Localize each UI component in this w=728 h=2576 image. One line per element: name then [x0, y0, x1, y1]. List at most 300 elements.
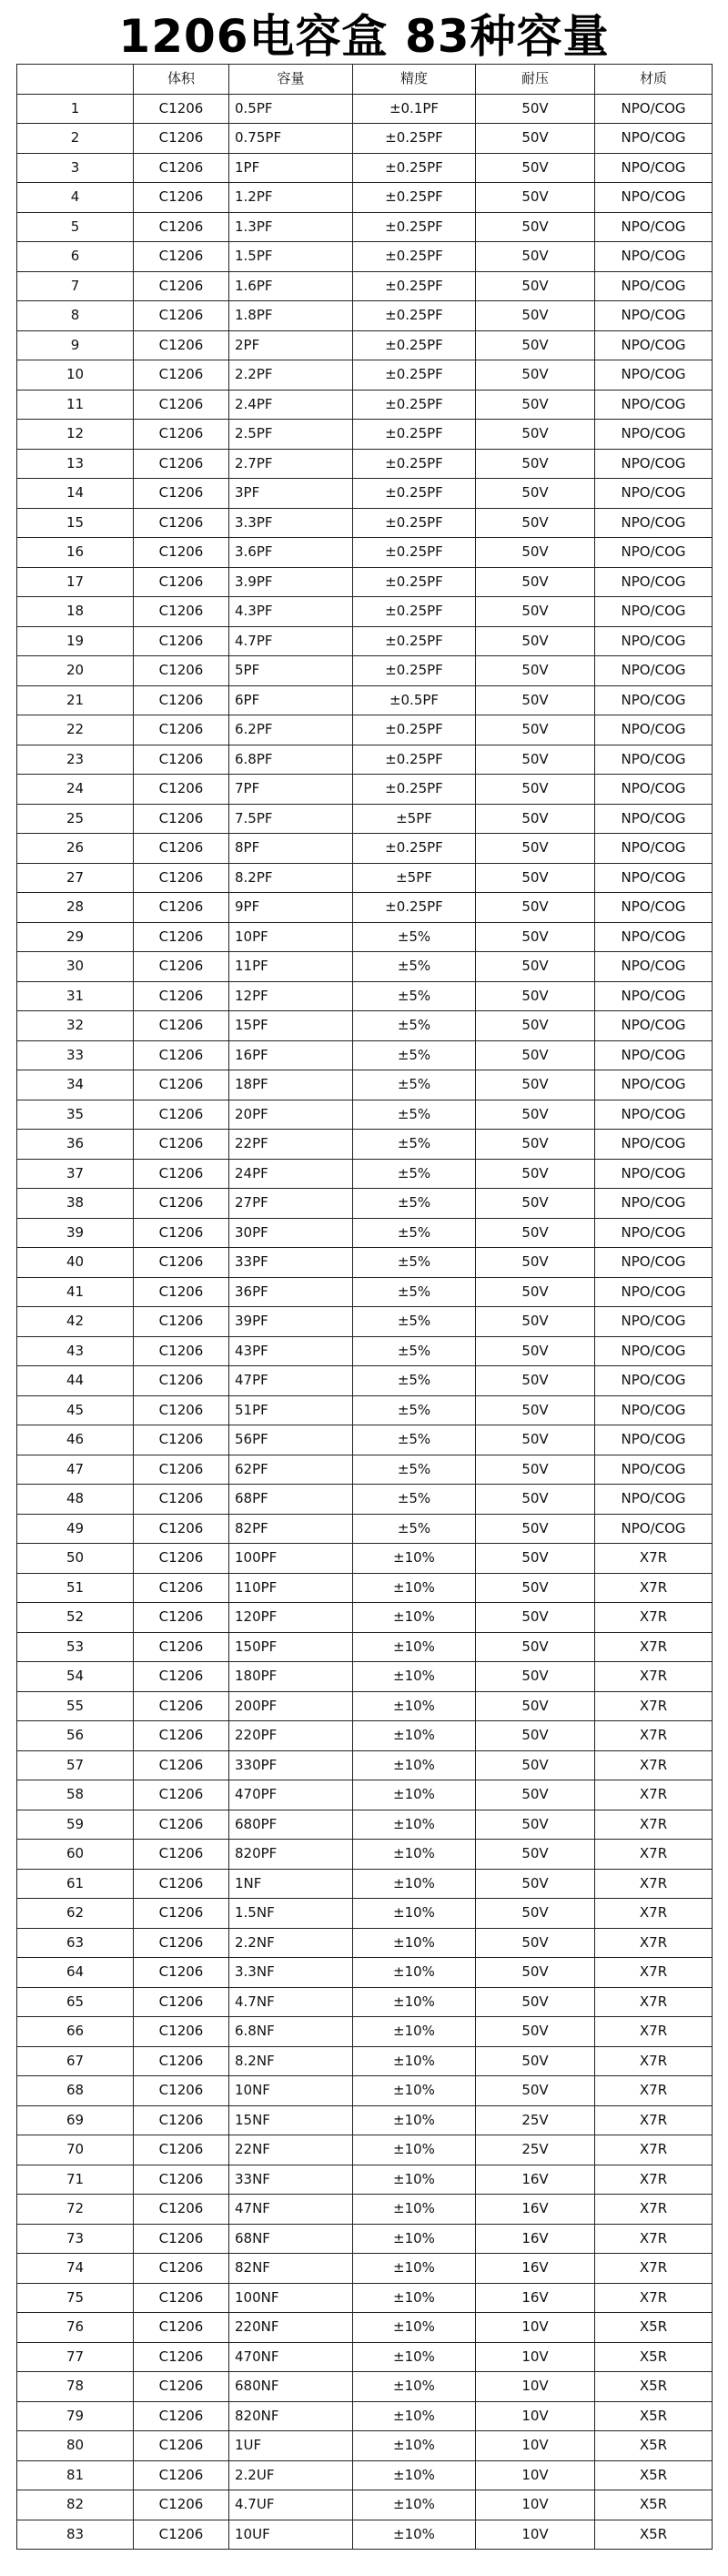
voltage-cell: 50V — [476, 1810, 595, 1840]
material-cell: X7R — [595, 1928, 713, 1958]
row-index: 42 — [17, 1307, 134, 1337]
voltage-cell: 50V — [476, 1514, 595, 1544]
capacitance-cell: 180PF — [229, 1662, 353, 1692]
capacitance-cell: 330PF — [229, 1750, 353, 1780]
capacitance-cell: 1.6PF — [229, 271, 353, 301]
row-index: 76 — [17, 2313, 134, 2343]
row-index: 60 — [17, 1840, 134, 1870]
voltage-cell: 50V — [476, 715, 595, 745]
package-cell: C1206 — [134, 183, 229, 213]
capacitance-cell: 33PF — [229, 1248, 353, 1278]
row-index: 78 — [17, 2372, 134, 2402]
capacitance-cell: 100PF — [229, 1544, 353, 1574]
row-index: 49 — [17, 1514, 134, 1544]
tolerance-cell: ±0.25PF — [353, 538, 476, 568]
tolerance-cell: ±5% — [353, 1336, 476, 1366]
voltage-cell: 50V — [476, 1780, 595, 1810]
row-index: 77 — [17, 2342, 134, 2372]
material-cell: NPO/COG — [595, 1425, 713, 1455]
tolerance-cell: ±10% — [353, 1987, 476, 2017]
voltage-cell: 50V — [476, 1987, 595, 2017]
table-row — [17, 922, 713, 952]
capacitance-cell: 200PF — [229, 1691, 353, 1721]
capacitance-cell: 24PF — [229, 1159, 353, 1189]
voltage-cell: 50V — [476, 301, 595, 331]
voltage-cell: 50V — [476, 1100, 595, 1130]
voltage-cell: 50V — [476, 981, 595, 1011]
table-row — [17, 2254, 713, 2284]
package-cell: C1206 — [134, 1544, 229, 1574]
table-row — [17, 94, 713, 124]
tolerance-cell: ±0.25PF — [353, 567, 476, 597]
voltage-cell: 50V — [476, 1485, 595, 1515]
tolerance-cell: ±0.25PF — [353, 834, 476, 864]
material-cell: X5R — [595, 2490, 713, 2520]
tolerance-cell: ±5% — [353, 981, 476, 1011]
voltage-cell: 50V — [476, 775, 595, 805]
row-index: 8 — [17, 301, 134, 331]
row-index: 10 — [17, 360, 134, 390]
tolerance-cell: ±10% — [353, 2342, 476, 2372]
tolerance-cell: ±10% — [353, 1869, 476, 1899]
voltage-cell: 50V — [476, 420, 595, 450]
tolerance-cell: ±10% — [353, 2490, 476, 2520]
material-cell: NPO/COG — [595, 360, 713, 390]
tolerance-cell: ±5PF — [353, 863, 476, 893]
tolerance-cell: ±10% — [353, 1662, 476, 1692]
material-cell: X7R — [595, 2224, 713, 2254]
voltage-cell: 50V — [476, 271, 595, 301]
capacitance-cell: 15PF — [229, 1011, 353, 1041]
material-cell: NPO/COG — [595, 834, 713, 864]
material-cell: NPO/COG — [595, 981, 713, 1011]
tolerance-cell: ±10% — [353, 2283, 476, 2313]
row-index: 51 — [17, 1573, 134, 1603]
voltage-cell: 10V — [476, 2460, 595, 2490]
material-cell: NPO/COG — [595, 567, 713, 597]
voltage-cell: 50V — [476, 656, 595, 686]
voltage-cell: 10V — [476, 2342, 595, 2372]
table-row — [17, 2165, 713, 2195]
row-index: 27 — [17, 863, 134, 893]
row-index: 58 — [17, 1780, 134, 1810]
tolerance-cell: ±10% — [353, 1691, 476, 1721]
table-row — [17, 2372, 713, 2402]
package-cell: C1206 — [134, 2195, 229, 2225]
row-index: 64 — [17, 1958, 134, 1988]
row-index: 80 — [17, 2431, 134, 2461]
tolerance-cell: ±10% — [353, 2520, 476, 2550]
capacitance-cell: 10NF — [229, 2076, 353, 2106]
tolerance-cell: ±10% — [353, 1573, 476, 1603]
package-cell: C1206 — [134, 390, 229, 420]
material-cell: X7R — [595, 2135, 713, 2165]
tolerance-cell: ±0.25PF — [353, 124, 476, 154]
material-cell: X7R — [595, 1603, 713, 1633]
capacitance-cell: 47PF — [229, 1366, 353, 1396]
material-cell: X7R — [595, 1987, 713, 2017]
capacitance-cell: 1UF — [229, 2431, 353, 2461]
table-row — [17, 1189, 713, 1219]
package-cell: C1206 — [134, 1130, 229, 1160]
package-cell: C1206 — [134, 1425, 229, 1455]
package-cell: C1206 — [134, 922, 229, 952]
voltage-cell: 10V — [476, 2401, 595, 2431]
capacitance-cell: 43PF — [229, 1336, 353, 1366]
voltage-cell: 50V — [476, 360, 595, 390]
table-row — [17, 834, 713, 864]
table-row — [17, 745, 713, 775]
capacitance-cell: 4.7UF — [229, 2490, 353, 2520]
package-cell: C1206 — [134, 2283, 229, 2313]
capacitance-cell: 1.8PF — [229, 301, 353, 331]
table-row — [17, 2313, 713, 2343]
capacitance-cell: 12PF — [229, 981, 353, 1011]
capacitance-cell: 220PF — [229, 1721, 353, 1751]
row-index: 2 — [17, 124, 134, 154]
tolerance-cell: ±0.25PF — [353, 775, 476, 805]
package-cell: C1206 — [134, 2165, 229, 2195]
table-row — [17, 1691, 713, 1721]
table-row — [17, 508, 713, 538]
table-row — [17, 242, 713, 272]
voltage-cell: 16V — [476, 2283, 595, 2313]
capacitance-cell: 11PF — [229, 952, 353, 982]
table-row — [17, 1810, 713, 1840]
capacitance-cell: 2.2NF — [229, 1928, 353, 1958]
package-cell: C1206 — [134, 2372, 229, 2402]
package-cell: C1206 — [134, 1307, 229, 1337]
column-header-package: 体积 — [134, 65, 229, 95]
row-index: 53 — [17, 1632, 134, 1662]
material-cell: NPO/COG — [595, 1307, 713, 1337]
voltage-cell: 50V — [476, 1277, 595, 1307]
voltage-cell: 50V — [476, 1544, 595, 1574]
row-index: 36 — [17, 1130, 134, 1160]
capacitance-cell: 6.2PF — [229, 715, 353, 745]
voltage-cell: 50V — [476, 1040, 595, 1070]
column-header-index — [17, 65, 134, 95]
tolerance-cell: ±0.25PF — [353, 212, 476, 242]
table-row — [17, 1721, 713, 1751]
table-row — [17, 1573, 713, 1603]
table-row — [17, 2105, 713, 2135]
table-row — [17, 1869, 713, 1899]
capacitance-cell: 220NF — [229, 2313, 353, 2343]
package-cell: C1206 — [134, 1159, 229, 1189]
tolerance-cell: ±0.25PF — [353, 893, 476, 923]
package-cell: C1206 — [134, 1336, 229, 1366]
voltage-cell: 50V — [476, 242, 595, 272]
package-cell: C1206 — [134, 242, 229, 272]
material-cell: NPO/COG — [595, 479, 713, 509]
package-cell: C1206 — [134, 360, 229, 390]
table-row — [17, 183, 713, 213]
table-row — [17, 449, 713, 479]
material-cell: NPO/COG — [595, 1514, 713, 1544]
voltage-cell: 50V — [476, 1928, 595, 1958]
table-row — [17, 804, 713, 834]
capacitance-cell: 2PF — [229, 330, 353, 360]
package-cell: C1206 — [134, 1958, 229, 1988]
voltage-cell: 50V — [476, 1721, 595, 1751]
capacitance-cell: 47NF — [229, 2195, 353, 2225]
package-cell: C1206 — [134, 1011, 229, 1041]
package-cell: C1206 — [134, 1603, 229, 1633]
capacitance-cell: 2.4PF — [229, 390, 353, 420]
material-cell: X7R — [595, 1840, 713, 1870]
package-cell: C1206 — [134, 1248, 229, 1278]
voltage-cell: 50V — [476, 183, 595, 213]
row-index: 21 — [17, 685, 134, 715]
capacitance-cell: 120PF — [229, 1603, 353, 1633]
capacitance-cell: 2.2UF — [229, 2460, 353, 2490]
capacitance-cell: 0.5PF — [229, 94, 353, 124]
tolerance-cell: ±5% — [353, 1514, 476, 1544]
row-index: 70 — [17, 2135, 134, 2165]
voltage-cell: 50V — [476, 1632, 595, 1662]
material-cell: NPO/COG — [595, 124, 713, 154]
capacitance-cell: 680NF — [229, 2372, 353, 2402]
capacitance-cell: 10UF — [229, 2520, 353, 2550]
tolerance-cell: ±0.25PF — [353, 420, 476, 450]
material-cell: X7R — [595, 1750, 713, 1780]
tolerance-cell: ±10% — [353, 2105, 476, 2135]
row-index: 12 — [17, 420, 134, 450]
row-index: 18 — [17, 597, 134, 627]
capacitance-cell: 22PF — [229, 1130, 353, 1160]
package-cell: C1206 — [134, 2490, 229, 2520]
capacitance-cell: 51PF — [229, 1395, 353, 1425]
voltage-cell: 50V — [476, 1899, 595, 1929]
row-index: 72 — [17, 2195, 134, 2225]
capacitance-cell: 62PF — [229, 1455, 353, 1485]
package-cell: C1206 — [134, 124, 229, 154]
material-cell: NPO/COG — [595, 1070, 713, 1100]
tolerance-cell: ±5% — [353, 1100, 476, 1130]
table-row — [17, 420, 713, 450]
row-index: 83 — [17, 2520, 134, 2550]
table-row — [17, 1662, 713, 1692]
capacitance-cell: 2.5PF — [229, 420, 353, 450]
package-cell: C1206 — [134, 597, 229, 627]
material-cell: X5R — [595, 2313, 713, 2343]
voltage-cell: 50V — [476, 1336, 595, 1366]
row-index: 44 — [17, 1366, 134, 1396]
capacitance-cell: 1.3PF — [229, 212, 353, 242]
package-cell: C1206 — [134, 1040, 229, 1070]
package-cell: C1206 — [134, 2076, 229, 2106]
table-row — [17, 1928, 713, 1958]
material-cell: X7R — [595, 2076, 713, 2106]
voltage-cell: 50V — [476, 1189, 595, 1219]
row-index: 32 — [17, 1011, 134, 1041]
tolerance-cell: ±10% — [353, 2076, 476, 2106]
tolerance-cell: ±10% — [353, 2046, 476, 2076]
capacitance-cell: 7.5PF — [229, 804, 353, 834]
capacitance-cell: 39PF — [229, 1307, 353, 1337]
tolerance-cell: ±0.25PF — [353, 479, 476, 509]
table-row — [17, 2520, 713, 2550]
voltage-cell: 10V — [476, 2490, 595, 2520]
capacitance-cell: 1.5PF — [229, 242, 353, 272]
tolerance-cell: ±0.25PF — [353, 745, 476, 775]
tolerance-cell: ±10% — [353, 2431, 476, 2461]
table-row — [17, 1958, 713, 1988]
package-cell: C1206 — [134, 2342, 229, 2372]
package-cell: C1206 — [134, 2135, 229, 2165]
tolerance-cell: ±0.25PF — [353, 153, 476, 183]
tolerance-cell: ±5% — [353, 1040, 476, 1070]
row-index: 3 — [17, 153, 134, 183]
tolerance-cell: ±5% — [353, 952, 476, 982]
material-cell: X7R — [595, 2017, 713, 2047]
voltage-cell: 50V — [476, 2017, 595, 2047]
voltage-cell: 50V — [476, 94, 595, 124]
table-row — [17, 212, 713, 242]
package-cell: C1206 — [134, 1721, 229, 1751]
row-index: 19 — [17, 626, 134, 656]
table-row — [17, 2135, 713, 2165]
package-cell: C1206 — [134, 1218, 229, 1248]
table-row — [17, 271, 713, 301]
table-row — [17, 981, 713, 1011]
table-row — [17, 1987, 713, 2017]
package-cell: C1206 — [134, 804, 229, 834]
material-cell: NPO/COG — [595, 301, 713, 331]
tolerance-cell: ±0.25PF — [353, 390, 476, 420]
package-cell: C1206 — [134, 1189, 229, 1219]
table-row — [17, 1780, 713, 1810]
package-cell: C1206 — [134, 1928, 229, 1958]
row-index: 38 — [17, 1189, 134, 1219]
capacitance-cell: 22NF — [229, 2135, 353, 2165]
voltage-cell: 16V — [476, 2165, 595, 2195]
capacitance-cell: 5PF — [229, 656, 353, 686]
material-cell: NPO/COG — [595, 449, 713, 479]
tolerance-cell: ±0.25PF — [353, 183, 476, 213]
material-cell: NPO/COG — [595, 390, 713, 420]
tolerance-cell: ±0.25PF — [353, 656, 476, 686]
package-cell: C1206 — [134, 508, 229, 538]
material-cell: NPO/COG — [595, 1277, 713, 1307]
material-cell: NPO/COG — [595, 1189, 713, 1219]
capacitance-cell: 3PF — [229, 479, 353, 509]
table-row — [17, 124, 713, 154]
capacitance-cell: 3.6PF — [229, 538, 353, 568]
material-cell: X7R — [595, 1899, 713, 1929]
row-index: 62 — [17, 1899, 134, 1929]
table-row — [17, 1544, 713, 1574]
package-cell: C1206 — [134, 1573, 229, 1603]
package-cell: C1206 — [134, 685, 229, 715]
row-index: 68 — [17, 2076, 134, 2106]
material-cell: X7R — [595, 1958, 713, 1988]
material-cell: X5R — [595, 2342, 713, 2372]
capacitance-cell: 36PF — [229, 1277, 353, 1307]
voltage-cell: 50V — [476, 1395, 595, 1425]
package-cell: C1206 — [134, 1691, 229, 1721]
capacitance-cell: 1.2PF — [229, 183, 353, 213]
material-cell: X5R — [595, 2372, 713, 2402]
material-cell: NPO/COG — [595, 212, 713, 242]
material-cell: NPO/COG — [595, 685, 713, 715]
package-cell: C1206 — [134, 1750, 229, 1780]
capacitance-cell: 82NF — [229, 2254, 353, 2284]
tolerance-cell: ±5% — [353, 1130, 476, 1160]
material-cell: NPO/COG — [595, 1040, 713, 1070]
voltage-cell: 50V — [476, 1425, 595, 1455]
voltage-cell: 50V — [476, 538, 595, 568]
tolerance-cell: ±10% — [353, 1810, 476, 1840]
voltage-cell: 25V — [476, 2135, 595, 2165]
row-index: 37 — [17, 1159, 134, 1189]
material-cell: NPO/COG — [595, 715, 713, 745]
capacitance-cell: 2.2PF — [229, 360, 353, 390]
capacitance-cell: 20PF — [229, 1100, 353, 1130]
package-cell: C1206 — [134, 1662, 229, 1692]
table-row — [17, 715, 713, 745]
capacitance-cell: 150PF — [229, 1632, 353, 1662]
tolerance-cell: ±5% — [353, 1307, 476, 1337]
tolerance-cell: ±10% — [353, 1958, 476, 1988]
tolerance-cell: ±5% — [353, 1159, 476, 1189]
material-cell: X7R — [595, 1632, 713, 1662]
table-row — [17, 2490, 713, 2520]
capacitance-cell: 68PF — [229, 1485, 353, 1515]
tolerance-cell: ±5% — [353, 1395, 476, 1425]
page-title: 1206电容盒 83种容量 — [118, 10, 610, 63]
table-row — [17, 567, 713, 597]
row-index: 45 — [17, 1395, 134, 1425]
row-index: 7 — [17, 271, 134, 301]
material-cell: X5R — [595, 2401, 713, 2431]
capacitance-cell: 4.7PF — [229, 626, 353, 656]
voltage-cell: 10V — [476, 2372, 595, 2402]
table-row — [17, 626, 713, 656]
package-cell: C1206 — [134, 2224, 229, 2254]
material-cell: X7R — [595, 2195, 713, 2225]
package-cell: C1206 — [134, 893, 229, 923]
material-cell: NPO/COG — [595, 1100, 713, 1130]
table-row — [17, 952, 713, 982]
row-index: 6 — [17, 242, 134, 272]
tolerance-cell: ±0.25PF — [353, 449, 476, 479]
material-cell: NPO/COG — [595, 330, 713, 360]
table-row — [17, 2342, 713, 2372]
tolerance-cell: ±0.25PF — [353, 715, 476, 745]
tolerance-cell: ±5% — [353, 1425, 476, 1455]
capacitance-cell: 0.75PF — [229, 124, 353, 154]
tolerance-cell: ±10% — [353, 1780, 476, 1810]
voltage-cell: 50V — [476, 863, 595, 893]
capacitance-cell: 6.8NF — [229, 2017, 353, 2047]
material-cell: NPO/COG — [595, 1395, 713, 1425]
table-row — [17, 1130, 713, 1160]
voltage-cell: 50V — [476, 153, 595, 183]
package-cell: C1206 — [134, 301, 229, 331]
row-index: 40 — [17, 1248, 134, 1278]
material-cell: NPO/COG — [595, 597, 713, 627]
package-cell: C1206 — [134, 538, 229, 568]
package-cell: C1206 — [134, 1840, 229, 1870]
row-index: 59 — [17, 1810, 134, 1840]
row-index: 41 — [17, 1277, 134, 1307]
column-header-voltage: 耐压 — [476, 65, 595, 95]
tolerance-cell: ±10% — [353, 1721, 476, 1751]
row-index: 17 — [17, 567, 134, 597]
capacitance-cell: 100NF — [229, 2283, 353, 2313]
